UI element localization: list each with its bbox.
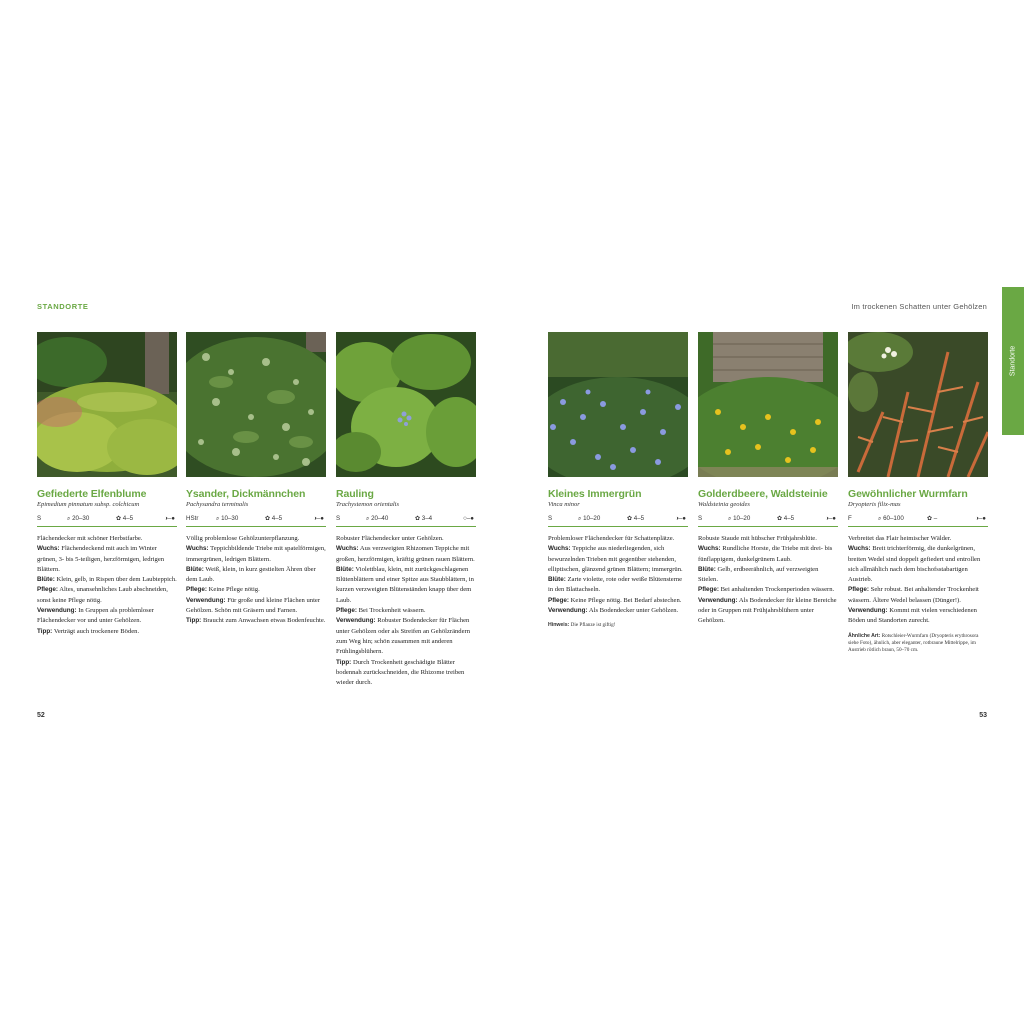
plant-stats — [37, 512, 177, 527]
height-icon: ⌕ — [366, 515, 370, 522]
flower-icon: ✿ — [265, 516, 271, 522]
height-icon: ⌕ — [728, 515, 732, 522]
plant-description: Völlig problemlose Gehölzunterpflanzung. Wuchs: Teppichbildende Triebe mit spatelförmigen, immergrünen, ledrigen Blättern. Blüte: Weiß, klein, in kurz gestielten Ähren über dem Laub. Pflege: Keine Pflege nötig. Verwendung: Für große und kleine Flächen unter Gehölzen. Schön mit Gräsern und Farnen. Tipp: Braucht zum Anwachsen etwas Bodenfeuchte. — [186, 535, 326, 625]
light-icon: ◑–● — [313, 515, 324, 522]
plant-description: Robuste Staude mit hübscher Frühjahrsblüte. Wuchs: Rundliche Horste, die Triebe mit drei- bis fünflappigem, dunkelgrünem Laub. Blüte: Gelb, erdbeerähnlich, auf verzweigten Stielen. Pflege: Bei anhaltenden Trockenperioden wässern. Verwendung: Als Bodendecker für kleine Bereiche oder in Gruppen mit Frühjahrsblühern unter Gehölzen. — [698, 535, 837, 625]
plant-photo — [548, 332, 688, 477]
side-tab-standorte[interactable] — [1002, 287, 1024, 435]
page-number-right: 53 — [979, 712, 987, 719]
height-value: ⌕ 10–30 — [216, 514, 239, 522]
bloom-value: ✿ – — [927, 515, 938, 522]
type-code: S — [698, 515, 703, 522]
flower-icon: ✿ — [927, 516, 933, 522]
bloom-value: ✿ 4–5 — [777, 515, 795, 522]
bloom-value: ✿ 4–5 — [627, 515, 645, 522]
plant-photo — [336, 332, 476, 477]
height-icon: ⌕ — [67, 515, 71, 522]
flower-icon: ✿ — [415, 516, 421, 522]
light-icon: ◑–● — [825, 515, 836, 522]
light-icon: ○–● — [463, 515, 474, 522]
plant-stats — [186, 512, 326, 527]
plant-card — [698, 332, 838, 627]
plant-description: Flächendecker mit schöner Herbstfarbe. Wuchs: Flächendeckend mit auch im Winter grünen, 3- bis 5-teiligen, herzförmigen, ledrigen Blättern. Blüte: Klein, gelb, in Rispen über dem Laubteppich. Pflege: Altes, unansehnliches Laub abschneiden, sonst keine Pflege nötig. Verwendung: In Gruppen als problemloser Flächendecker vor und unter Gehölzen. Tipp: Verträgt auch trockenere Böden. — [37, 535, 177, 635]
type-code: S — [548, 515, 553, 522]
bloom-value: ✿ 3–4 — [415, 515, 433, 522]
flower-icon: ✿ — [777, 516, 783, 522]
plant-title: Ysander, Dickmännchen — [186, 488, 306, 500]
plant-latin-name: Pachysandra terminalis — [186, 501, 249, 508]
side-tab-label: Standorte — [1009, 345, 1017, 377]
page-number-left: 52 — [37, 712, 45, 719]
plant-latin-name: Waldsteinia geoides — [698, 501, 750, 508]
type-code: HStr — [186, 515, 199, 522]
plant-title: Gewöhnlicher Wurmfarn — [848, 488, 968, 500]
plant-title: Kleines Immergrün — [548, 488, 642, 500]
type-code: S — [37, 515, 42, 522]
light-icon: ◑–● — [675, 515, 686, 522]
height-value: ⌕ 20–40 — [366, 514, 389, 522]
plant-latin-name: Dryopteris filix-mas — [848, 501, 901, 508]
running-header: Im trockenen Schatten unter Gehölzen — [851, 302, 987, 311]
plant-title: Golderdbeere, Waldsteinie — [698, 488, 828, 500]
plant-stats — [848, 512, 988, 527]
plant-card — [336, 332, 476, 688]
plant-description: Robuster Flächendecker unter Gehölzen. Wuchs: Aus verzweigten Rhizomen Teppiche mit großen, herzförmigen, kräftig grünen rauen Blättern. Blüte: Violettblau, klein, mit zurückgeschlagenen Blütenblättern und einer Spitze aus Staubblättern, in kurzen verzweigten Blütenständen knapp über dem Laub. Pflege: Bei Trockenheit wässern. Verwendung: Robuster Bodendecker für Flächen unter Gehölzen oder als Streifen an Gehölzrändern zum Weg hin; schön zusammen mit anderen Frühlingsblühern. Tipp: Durch Trockenheit geschädigte Blätter bodennah zurückschneiden, die Rhizome treiben wieder durch. — [336, 535, 475, 687]
plant-latin-name: Trachystemon orientalis — [336, 501, 400, 508]
plant-title: Rauling — [336, 488, 374, 500]
plant-photo — [698, 332, 838, 477]
section-label: STANDORTE — [37, 302, 89, 311]
height-icon: ⌕ — [878, 515, 882, 522]
plant-description: Problemloser Flächendecker für Schattenplätze. Wuchs: Teppiche aus niederliegenden, sich bewurzelnden Trieben mit gegenüber stehenden, elliptischen, glänzend grünen Blättern; immergrün. Blüte: Zarte violette, rote oder weiße Blütensterne in den Blattachseln. Pflege: Keine Pflege nötig. Bei Bedarf abstechen. Verwendung: Als Bodendecker unter Gehölzen. — [548, 535, 683, 615]
height-value: ⌕ 60–100 — [878, 514, 904, 522]
height-icon: ⌕ — [578, 515, 582, 522]
plant-card — [186, 332, 326, 627]
type-code: F — [848, 515, 852, 522]
plant-stats — [698, 512, 838, 527]
plant-description: Verbreitet das Flair heimischer Wälder. Wuchs: Breit trichterförmig, die dunkelgrünen, breiten Wedel sind doppelt gefiedert und entrollen sich allmählich nach dem bischofsstabartigen Austrieb. Pflege: Sehr robust. Bei anhaltender Trockenheit wässern. Ältere Wedel belassen (Dünger!). Verwendung: Kommt mit vielen verschiedenen Böden und Standorten zurecht. — [848, 535, 981, 625]
plant-card — [548, 332, 688, 629]
plant-stats — [336, 512, 476, 527]
plant-note: Hinweis: Die Pflanze ist giftig! — [548, 622, 616, 629]
plant-photo — [186, 332, 326, 477]
bloom-value: ✿ 4–5 — [265, 515, 283, 522]
light-icon: ◑–● — [975, 515, 986, 522]
plant-photo — [37, 332, 177, 477]
plant-stats — [548, 512, 688, 527]
flower-icon: ✿ — [627, 516, 633, 522]
plant-latin-name: Vinca minor — [548, 501, 580, 508]
plant-latin-name: Epimedium pinnatum subsp. colchicum — [37, 501, 140, 508]
plant-card — [848, 332, 988, 654]
plant-card — [37, 332, 177, 637]
bloom-value: ✿ 4–5 — [116, 515, 134, 522]
type-code: S — [336, 515, 341, 522]
flower-icon: ✿ — [116, 516, 122, 522]
plant-note: Ähnliche Art: Rotschleier-Wurmfarn (Dryopteris erythrosora siehe Foto), ähnlich, aber eleganter, rotbraune Mittelrippe, im Austrieb rötlich braun, 50–70 cm. — [848, 632, 979, 653]
height-icon: ⌕ — [216, 515, 220, 522]
plant-photo — [848, 332, 988, 477]
plant-title: Gefiederte Elfenblume — [37, 488, 147, 500]
height-value: ⌕ 20–30 — [67, 514, 90, 522]
height-value: ⌕ 10–20 — [728, 514, 751, 522]
light-icon: ◑–● — [164, 515, 175, 522]
height-value: ⌕ 10–20 — [578, 514, 601, 522]
